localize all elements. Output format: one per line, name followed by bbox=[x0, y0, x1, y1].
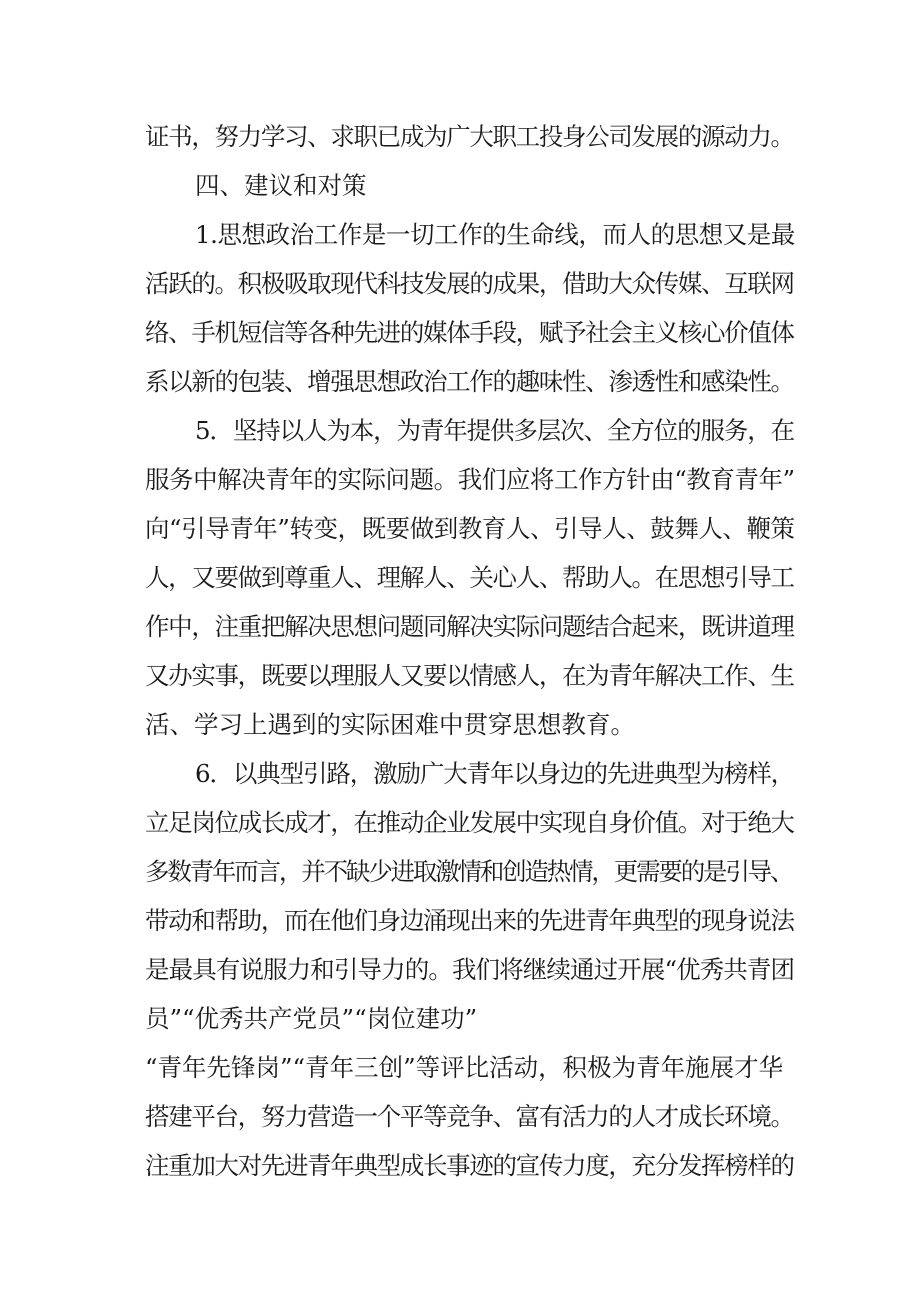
text-line-18: 是最具有说服力和引导力的。我们将继续通过开展“优秀共青团 bbox=[145, 955, 795, 984]
text-line-17: 带动和帮助，而在他们身边涌现出来的先进青年典型的现身说法 bbox=[145, 906, 794, 935]
text-line-15: 立足岗位成长成才，在推动企业发展中实现自身价值。对于绝大 bbox=[145, 808, 794, 837]
text-line-6: 系以新的包装、增强思想政治工作的趣味性、渗透性和感染性。 bbox=[145, 367, 794, 396]
text-line-14: 6．以典型引路，激励广大青年以身边的先进典型为榜样， bbox=[195, 759, 794, 788]
section-heading: 四、建议和对策 bbox=[195, 171, 367, 200]
text-line-13: 活、学习上遇到的实际困难中贯穿思想教育。 bbox=[145, 710, 635, 739]
text-line-22: 注重加大对先进青年典型成长事迹的宣传力度，充分发挥榜样的 bbox=[145, 1151, 794, 1180]
text-line-5: 络、手机短信等各种先进的媒体手段，赋予社会主义核心价值体 bbox=[145, 318, 794, 347]
text-line-20: “青年先锋岗”“青年三创”等评比活动，积极为青年施展才华 bbox=[145, 1053, 784, 1082]
text-line-7: 5．坚持以人为本，为青年提供多层次、全方位的服务，在 bbox=[195, 416, 794, 445]
text-line-11: 作中，注重把解决思想问题同解决实际问题结合起来，既讲道理 bbox=[145, 612, 794, 641]
text-line-4: 活跃的。积极吸取现代科技发展的成果，借助大众传媒、互联网 bbox=[145, 269, 794, 298]
text-line-21: 搭建平台，努力营造一个平等竞争、富有活力的人才成长环境。 bbox=[145, 1102, 794, 1131]
text-line-3: 1.思想政治工作是一切工作的生命线，而人的思想又是最 bbox=[195, 220, 795, 249]
text-line-10: 人，又要做到尊重人、理解人、关心人、帮助人。在思想引导工 bbox=[145, 563, 794, 592]
text-line-1: 证书，努力学习、求职已成为广大职工投身公司发展的源动力。 bbox=[145, 122, 794, 151]
text-line-8: 服务中解决青年的实际问题。我们应将工作方针由“教育青年” bbox=[145, 465, 795, 494]
text-line-9: 向“引导青年”转变，既要做到教育人、引导人、鼓舞人、鞭策 bbox=[145, 514, 795, 543]
text-line-12: 又办实事，既要以理服人又要以情感人，在为青年解决工作、生 bbox=[145, 661, 794, 690]
text-line-16: 多数青年而言，并不缺少进取激情和创造热情，更需要的是引导、 bbox=[145, 857, 793, 886]
text-line-19: 员”“优秀共产党员”“岗位建功” bbox=[145, 1004, 478, 1033]
